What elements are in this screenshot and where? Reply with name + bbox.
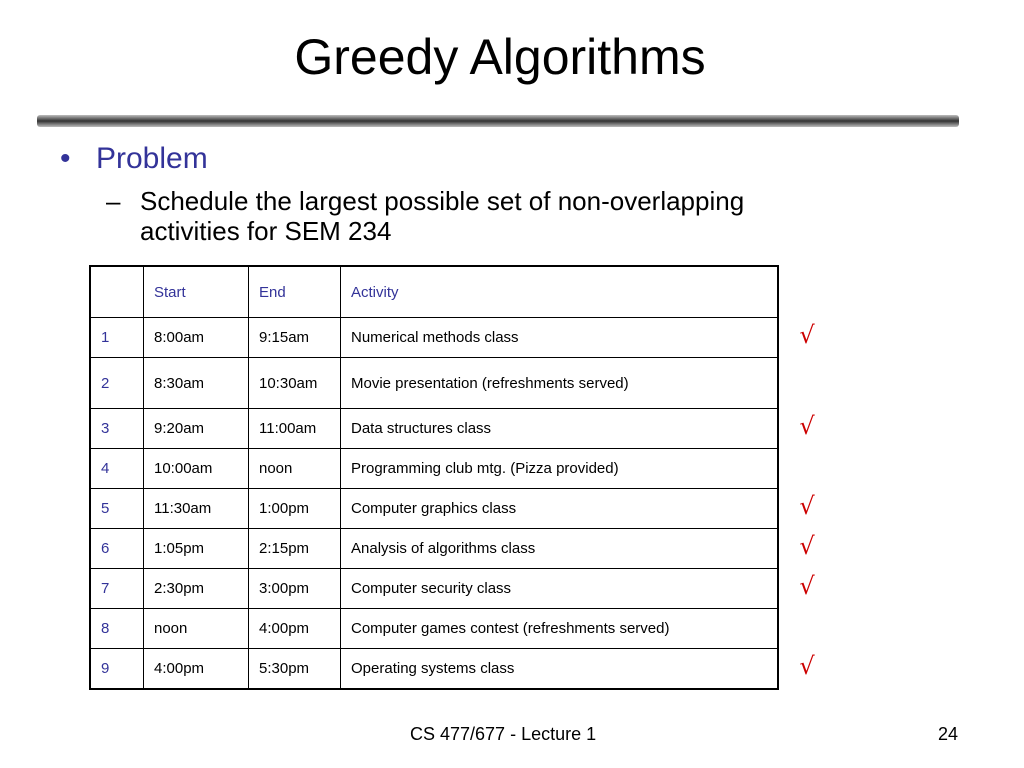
header-blank xyxy=(90,266,144,318)
check-mark: √ xyxy=(799,412,815,440)
check-mark: √ xyxy=(799,532,815,560)
row-activity: Computer graphics class xyxy=(341,489,779,529)
row-start: 4:00pm xyxy=(144,649,249,690)
table-row xyxy=(90,409,778,449)
row-activity: Operating systems class xyxy=(341,649,779,690)
header-start: Start xyxy=(144,266,249,318)
bullet-dot: • xyxy=(60,142,71,175)
row-number: 7 xyxy=(90,569,144,609)
row-number: 4 xyxy=(90,449,144,489)
row-end: 11:00am xyxy=(249,409,341,449)
title-divider xyxy=(37,115,959,127)
footer-course: CS 477/677 - Lecture 1 xyxy=(410,724,597,744)
row-number: 1 xyxy=(90,318,144,358)
row-start: noon xyxy=(144,609,249,649)
row-number: 8 xyxy=(90,609,144,649)
row-end: 2:15pm xyxy=(249,529,341,569)
row-activity: Computer games contest (refreshments served) xyxy=(341,609,779,649)
check-mark: √ xyxy=(799,652,815,680)
sub-bullet-text: Schedule the largest possible set of non-overlapping activities for SEM 234 xyxy=(140,186,745,246)
row-end: 1:00pm xyxy=(249,489,341,529)
table-row xyxy=(90,609,778,649)
row-activity: Analysis of algorithms class xyxy=(341,529,779,569)
table-row xyxy=(90,358,778,409)
bullet-problem xyxy=(60,142,208,176)
row-activity: Movie presentation (refreshments served) xyxy=(341,358,779,409)
row-end: 5:30pm xyxy=(249,649,341,690)
slide-title: Greedy Algorithms xyxy=(294,29,706,85)
row-end: 4:00pm xyxy=(249,609,341,649)
table-row xyxy=(90,529,778,569)
activity-table xyxy=(89,265,779,690)
row-activity: Computer security class xyxy=(341,569,779,609)
table-row xyxy=(90,569,778,609)
row-start: 8:30am xyxy=(144,358,249,409)
check-mark: √ xyxy=(799,572,815,600)
table-body xyxy=(90,318,778,690)
header-end: End xyxy=(249,266,341,318)
row-start: 10:00am xyxy=(144,449,249,489)
row-end: 3:00pm xyxy=(249,569,341,609)
table-row xyxy=(90,489,778,529)
row-start: 8:00am xyxy=(144,318,249,358)
table-row xyxy=(90,449,778,489)
bullet-text: Problem xyxy=(96,142,208,175)
row-end: noon xyxy=(249,449,341,489)
check-mark: √ xyxy=(799,321,815,349)
row-number: 6 xyxy=(90,529,144,569)
row-number: 9 xyxy=(90,649,144,690)
row-start: 9:20am xyxy=(144,409,249,449)
row-activity: Data structures class xyxy=(341,409,779,449)
page-number: 24 xyxy=(938,724,959,744)
row-start: 2:30pm xyxy=(144,569,249,609)
table-row xyxy=(90,649,778,690)
row-activity: Numerical methods class xyxy=(341,318,779,358)
row-number: 3 xyxy=(90,409,144,449)
row-end: 10:30am xyxy=(249,358,341,409)
check-mark: √ xyxy=(799,492,815,520)
table-row xyxy=(90,318,778,358)
sub-bullet-dash: – xyxy=(106,186,121,216)
row-end: 9:15am xyxy=(249,318,341,358)
row-number: 2 xyxy=(90,358,144,409)
sub-bullet xyxy=(106,186,826,246)
table-header-row xyxy=(90,266,778,318)
header-activity: Activity xyxy=(341,266,779,318)
row-start: 11:30am xyxy=(144,489,249,529)
row-start: 1:05pm xyxy=(144,529,249,569)
row-activity: Programming club mtg. (Pizza provided) xyxy=(341,449,779,489)
row-number: 5 xyxy=(90,489,144,529)
